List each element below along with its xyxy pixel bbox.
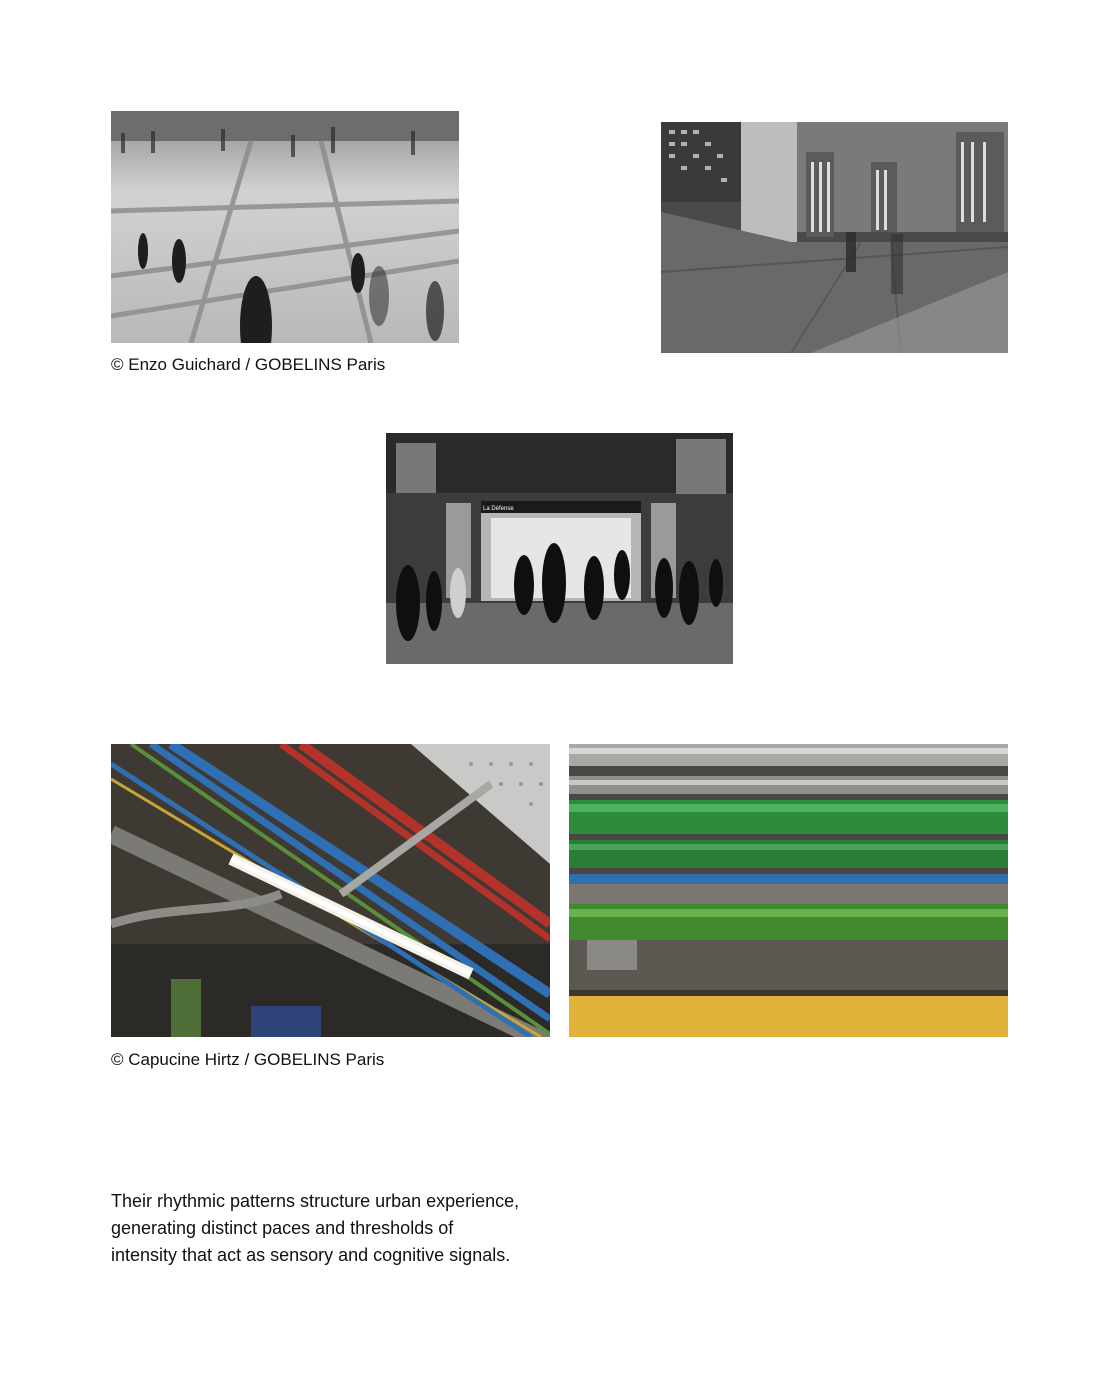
body-paragraph	[111, 1188, 581, 1269]
photo-colored-pipes-ceiling	[111, 744, 550, 1037]
body-line-1: Their rhythmic patterns structure urban experience,	[111, 1191, 520, 1211]
photo-green-pipes	[569, 744, 1008, 1037]
photo-credit-capucine-hirtz: © Capucine Hirtz / GOBELINS Paris	[111, 1050, 385, 1069]
body-line-2: generating distinct paces and thresholds of	[111, 1218, 454, 1238]
photo-plaza-pedestrians	[111, 111, 459, 343]
photo-metro-entrance	[386, 433, 733, 664]
photo-la-defense-night	[661, 122, 1008, 353]
photo-credit-enzo-guichard: © Enzo Guichard / GOBELINS Paris	[111, 355, 386, 374]
metro-sign-text: La Défense	[483, 506, 514, 512]
body-line-3: intensity that act as sensory and cognitive signals.	[111, 1245, 511, 1265]
